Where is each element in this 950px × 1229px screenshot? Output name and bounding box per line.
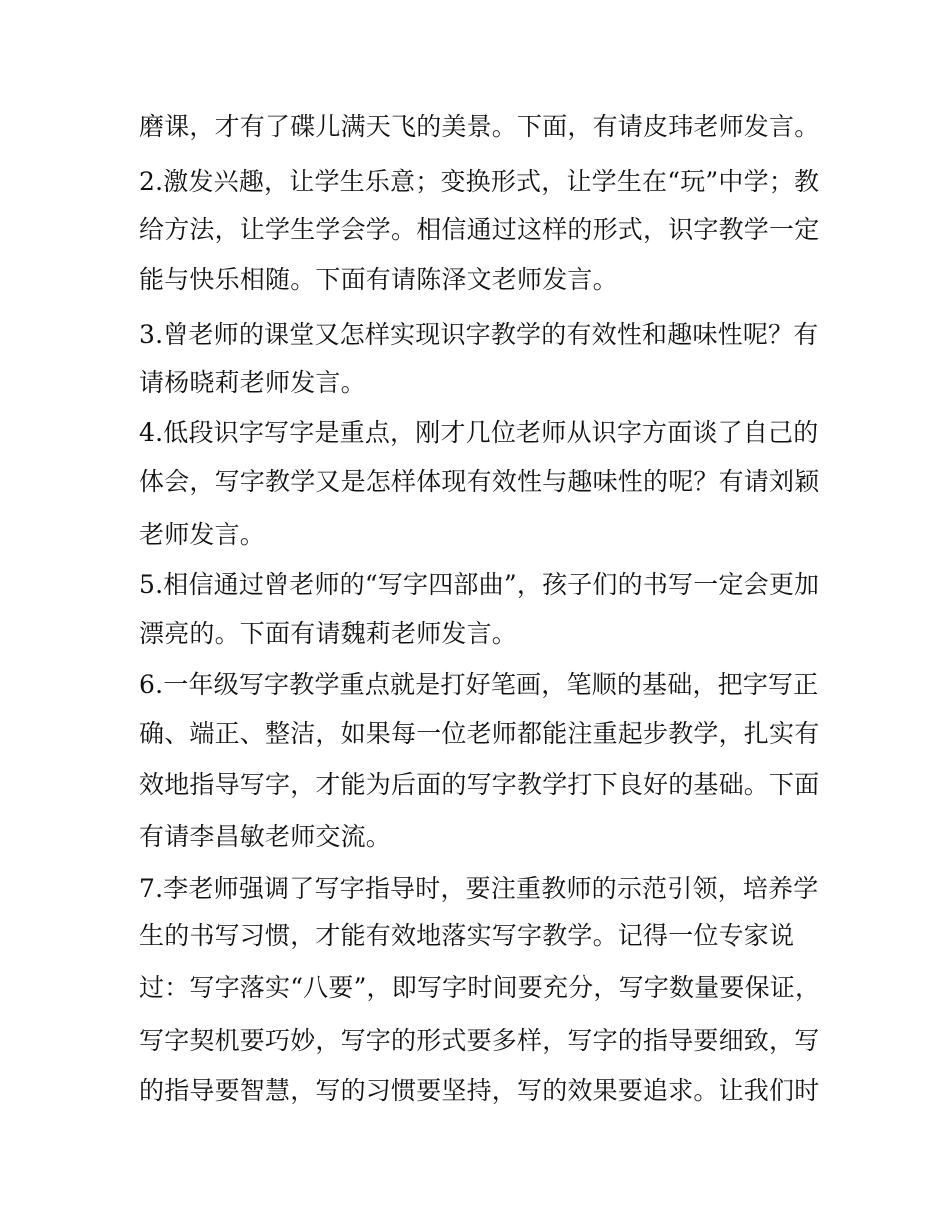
text-line: 老师发言。 xyxy=(139,520,266,549)
text-line: 给方法，让学生学会学。相信通过这样的形式，识字教学一定 xyxy=(139,215,820,244)
text-line: 效地指导写字，才能为后面的写字教学打下良好的基础。下面 xyxy=(139,770,820,799)
text-line: 确、端正、整洁，如果每一位老师都能注重起步教学，扎实有 xyxy=(139,719,820,748)
text-line: 的指导要智慧，写的习惯要坚持，写的效果要追求。让我们时 xyxy=(139,1076,820,1105)
text-line: 2.激发兴趣，让学生乐意；变换形式，让学生在“玩”中学；教 xyxy=(139,167,820,196)
text-line: 6.一年级写字教学重点就是打好笔画，笔顺的基础，把字写正 xyxy=(139,670,819,699)
text-line: 体会，写字教学又是怎样体现有效性与趣味性的呢？有请刘颖 xyxy=(139,467,820,496)
text-line: 能与快乐相随。下面有请陈泽文老师发言。 xyxy=(139,265,618,294)
text-line: 请杨晓莉老师发言。 xyxy=(139,368,366,397)
text-line: 写字契机要巧妙，写字的形式要多样，写字的指导要细致，写 xyxy=(139,1026,820,1055)
text-line: 过：写字落实“八要”，即写字时间要充分，写字数量要保证， xyxy=(139,973,821,1002)
text-line: 有请李昌敏老师交流。 xyxy=(139,822,392,851)
text-line: 漂亮的。下面有请魏莉老师发言。 xyxy=(139,619,518,648)
text-line: 磨课，才有了碟儿满天飞的美景。下面，有请皮玮老师发言。 xyxy=(139,112,820,141)
text-line: 生的书写习惯，才能有效地落实写字教学。记得一位专家说 xyxy=(139,921,795,950)
text-line: 4.低段识字写字是重点，刚才几位老师从识字方面谈了自己的 xyxy=(139,418,819,447)
text-line: 7.李老师强调了写字指导时，要注重教师的示范引领，培养学 xyxy=(139,874,819,903)
text-line: 3.曾老师的课堂又怎样实现识字教学的有效性和趣味性呢？有 xyxy=(139,320,819,349)
text-line: 5.相信通过曾老师的“写字四部曲”，孩子们的书写一定会更加 xyxy=(139,570,820,599)
